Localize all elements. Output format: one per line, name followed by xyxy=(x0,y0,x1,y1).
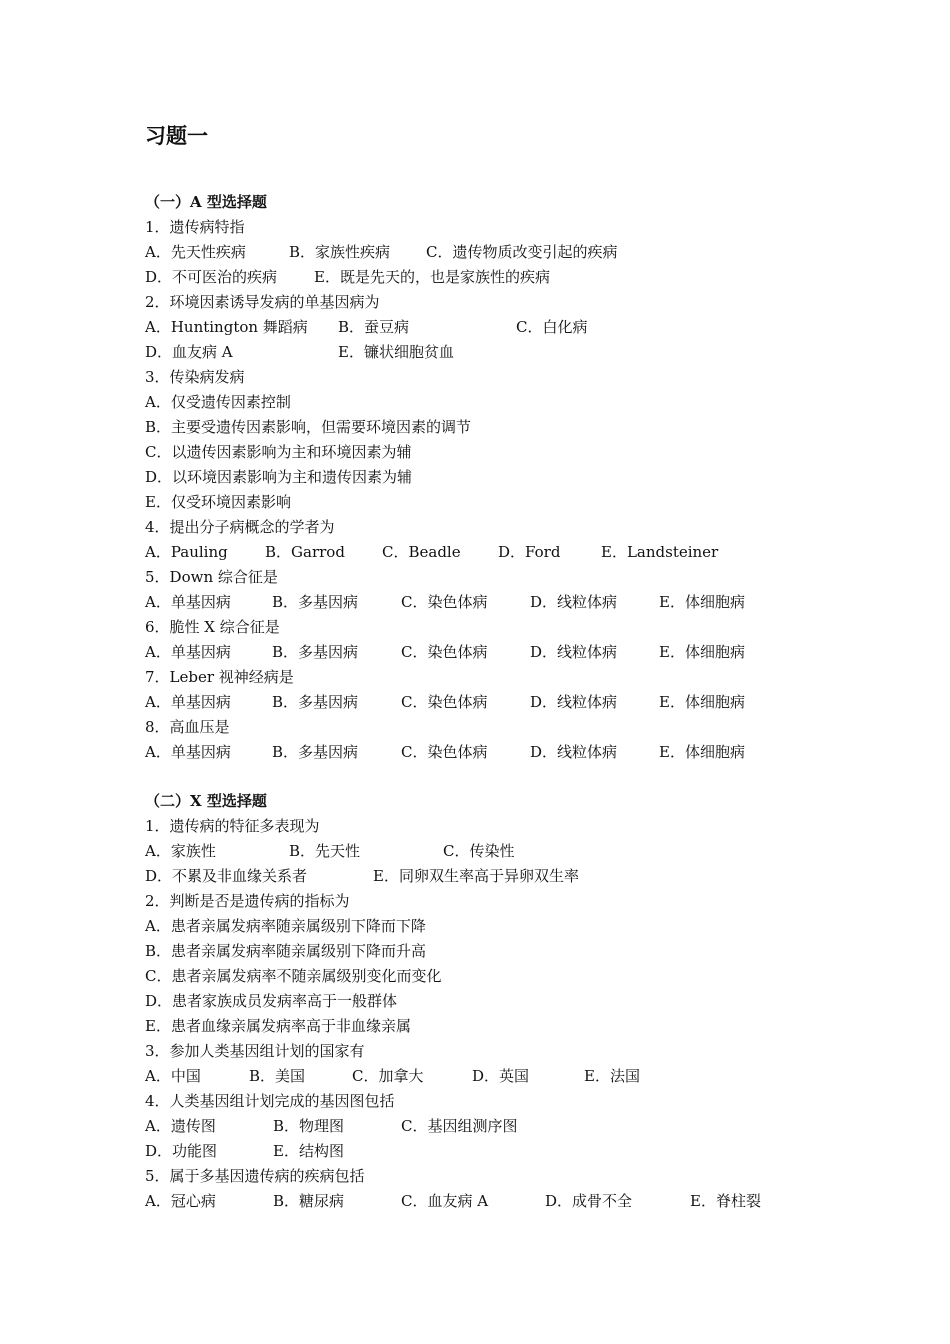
option-b: B．先天性 xyxy=(289,842,361,860)
option-e: E．镰状细胞贫血 xyxy=(338,343,454,361)
option-b: B．美国 xyxy=(249,1067,306,1085)
option-b: B．多基因病 xyxy=(272,743,359,761)
question-stem: 1．遗传病的特征多表现为 xyxy=(145,817,320,835)
option-a: A．单基因病 xyxy=(145,643,231,661)
section-a-heading: （一）A 型选择题 xyxy=(145,193,267,211)
option-c: C．染色体病 xyxy=(401,743,488,761)
option-e: E．患者血缘亲属发病率高于非血缘亲属 xyxy=(145,1017,411,1035)
section-x-heading: （二）X 型选择题 xyxy=(145,792,267,810)
option-a: A．先天性疾病 xyxy=(145,243,246,261)
option-c: C．染色体病 xyxy=(401,693,488,711)
option-a: A．单基因病 xyxy=(145,693,231,711)
option-a: A．冠心病 xyxy=(145,1192,216,1210)
option-e: E．体细胞病 xyxy=(659,643,745,661)
option-d: D．不可医治的疾病 xyxy=(145,268,278,286)
question-stem: 8．高血压是 xyxy=(145,718,230,736)
question-stem: 2．判断是否是遗传病的指标为 xyxy=(145,892,350,910)
option-c: C．加拿大 xyxy=(352,1067,424,1085)
option-c: C．血友病 A xyxy=(401,1192,489,1210)
question-stem: 2．环境因素诱导发病的单基因病为 xyxy=(145,293,380,311)
option-d: D．Ford xyxy=(498,543,561,561)
option-d: D．线粒体病 xyxy=(530,643,618,661)
option-e: E．仅受环境因素影响 xyxy=(145,493,291,511)
option-e: E．既是先天的，也是家族性的疾病 xyxy=(314,268,550,286)
option-b: B．蚕豆病 xyxy=(338,318,410,336)
option-a: A．家族性 xyxy=(145,842,216,860)
option-a: A．患者亲属发病率随亲属级别下降而下降 xyxy=(145,917,426,935)
question-stem: 1．遗传病特指 xyxy=(145,218,245,236)
question-stem: 5．属于多基因遗传病的疾病包括 xyxy=(145,1167,365,1185)
option-b: B．Garrod xyxy=(265,543,345,561)
question-stem: 3．参加人类基因组计划的国家有 xyxy=(145,1042,365,1060)
option-e: E．Landsteiner xyxy=(601,543,719,561)
option-b: B．主要受遗传因素影响，但需要环境因素的调节 xyxy=(145,418,472,436)
option-e: E．体细胞病 xyxy=(659,743,745,761)
option-d: D．不累及非血缘关系者 xyxy=(145,867,308,885)
question-stem: 3．传染病发病 xyxy=(145,368,245,386)
option-c: C．Beadle xyxy=(382,543,461,561)
option-c: C．以遗传因素影响为主和环境因素为辅 xyxy=(145,443,412,461)
option-b: B．多基因病 xyxy=(272,643,359,661)
option-e: E．法国 xyxy=(584,1067,640,1085)
option-d: D．血友病 A xyxy=(145,343,233,361)
option-b: B．物理图 xyxy=(273,1117,345,1135)
question-stem: 6．脆性 X 综合征是 xyxy=(145,618,280,636)
option-a: A．单基因病 xyxy=(145,743,231,761)
option-b: B．家族性疾病 xyxy=(289,243,391,261)
option-b: B．多基因病 xyxy=(272,593,359,611)
option-d: D．以环境因素影响为主和遗传因素为辅 xyxy=(145,468,413,486)
option-c: C．白化病 xyxy=(516,318,588,336)
option-d: D．成骨不全 xyxy=(545,1192,633,1210)
option-a: A．单基因病 xyxy=(145,593,231,611)
option-c: C．染色体病 xyxy=(401,643,488,661)
question-stem: 5．Down 综合征是 xyxy=(145,568,278,586)
option-d: D．线粒体病 xyxy=(530,693,618,711)
option-a: A．Huntington 舞蹈病 xyxy=(145,318,308,336)
option-b: B．糖尿病 xyxy=(273,1192,345,1210)
option-d: D．患者家族成员发病率高于一般群体 xyxy=(145,992,398,1010)
option-c: C．遗传物质改变引起的疾病 xyxy=(426,243,618,261)
option-d: D．英国 xyxy=(472,1067,530,1085)
option-c: C．基因组测序图 xyxy=(401,1117,518,1135)
option-a: A．遗传图 xyxy=(145,1117,216,1135)
option-c: C．患者亲属发病率不随亲属级别变化而变化 xyxy=(145,967,442,985)
option-c: C．传染性 xyxy=(443,842,515,860)
option-e: E．体细胞病 xyxy=(659,693,745,711)
option-d: D．功能图 xyxy=(145,1142,218,1160)
option-c: C．染色体病 xyxy=(401,593,488,611)
option-b: B．患者亲属发病率随亲属级别下降而升高 xyxy=(145,942,427,960)
page-title: 习题一 xyxy=(145,124,208,148)
option-a: A．中国 xyxy=(145,1067,201,1085)
option-e: E．结构图 xyxy=(273,1142,344,1160)
option-b: B．多基因病 xyxy=(272,693,359,711)
option-a: A．仅受遗传因素控制 xyxy=(145,393,291,411)
question-stem: 4．人类基因组计划完成的基因图包括 xyxy=(145,1092,395,1110)
option-d: D．线粒体病 xyxy=(530,593,618,611)
question-stem: 7．Leber 视神经病是 xyxy=(145,668,294,686)
question-stem: 4．提出分子病概念的学者为 xyxy=(145,518,335,536)
option-e: E．同卵双生率高于异卵双生率 xyxy=(373,867,579,885)
option-d: D．线粒体病 xyxy=(530,743,618,761)
option-a: A．Pauling xyxy=(145,543,228,561)
option-e: E．体细胞病 xyxy=(659,593,745,611)
option-e: E．脊柱裂 xyxy=(690,1192,761,1210)
